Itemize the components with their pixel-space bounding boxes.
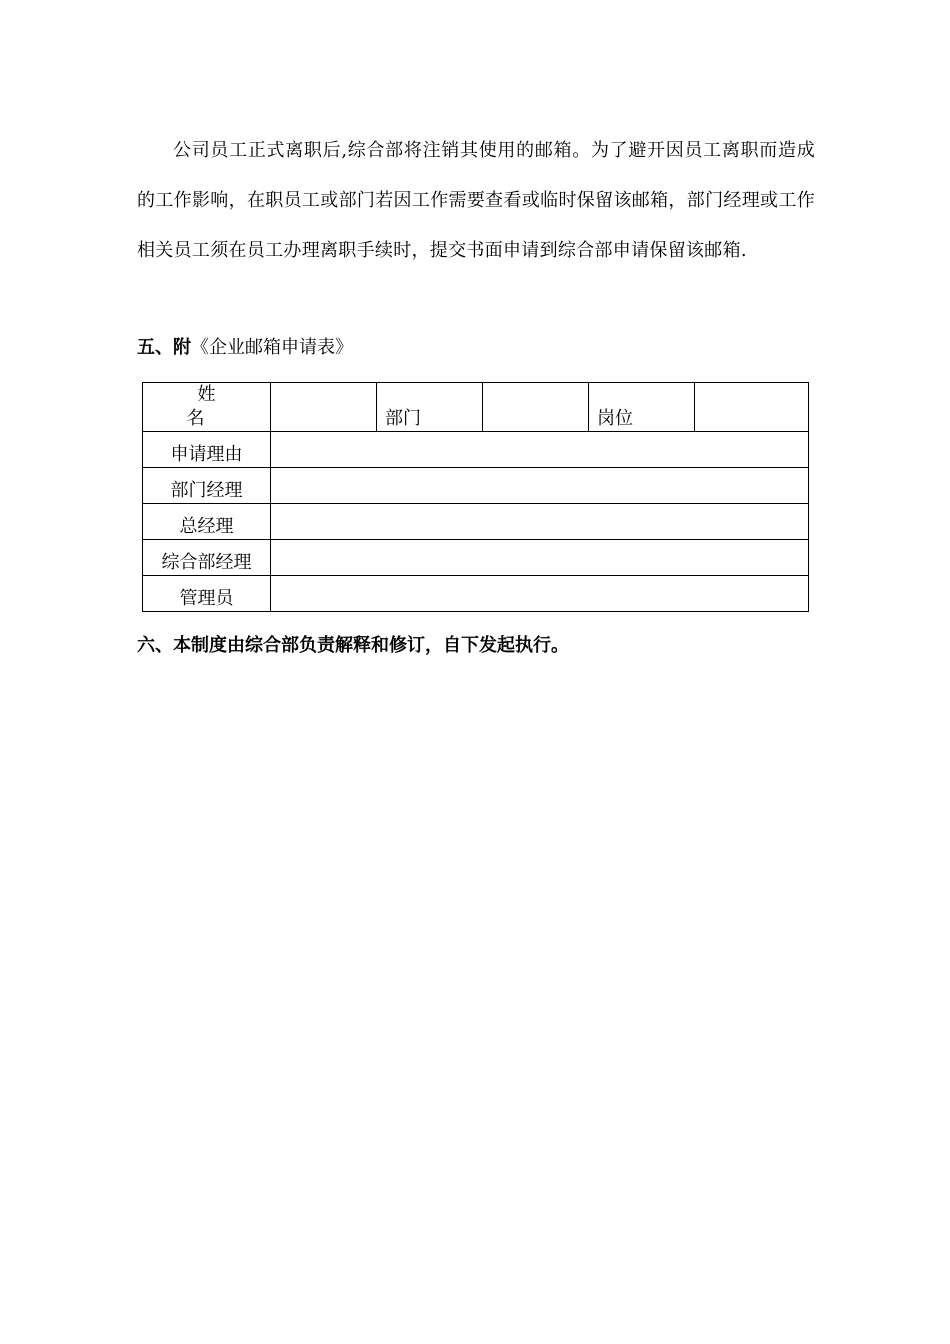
admin-dept-manager-value-cell[interactable] xyxy=(271,540,809,576)
dept-manager-label: 部门经理 xyxy=(143,468,271,504)
form-row-reason xyxy=(143,432,809,468)
section-5-title: 《企业邮箱申请表》 xyxy=(191,337,353,358)
section-5-number: 五、附 xyxy=(137,337,191,358)
department-label: 部门 xyxy=(377,383,483,432)
form-row-general-manager xyxy=(143,504,809,540)
administrator-label: 管理员 xyxy=(143,576,271,612)
form-row-dept-manager xyxy=(143,468,809,504)
administrator-value-cell[interactable] xyxy=(271,576,809,612)
name-label-cell xyxy=(143,383,271,432)
name-value-cell[interactable] xyxy=(271,383,377,432)
form-row-header xyxy=(143,383,809,432)
position-label: 岗位 xyxy=(589,383,695,432)
reason-value-cell[interactable] xyxy=(271,432,809,468)
section-5-heading xyxy=(137,335,353,361)
general-manager-label: 总经理 xyxy=(143,504,271,540)
reason-label: 申请理由 xyxy=(143,432,271,468)
policy-paragraph: 公司员工正式离职后,综合部将注销其使用的邮箱。为了避开因员工离职而造成的工作影响，在职员工或部门若因工作需要查看或临时保留该邮箱，部门经理或工作相关员工须在员工办理离职手续时，提交书面申请到综合部申请保留该邮箱. xyxy=(137,140,815,261)
section-6-heading: 六、本制度由综合部负责解释和修订，自下发起执行。 xyxy=(137,635,569,656)
form-row-admin-dept-manager xyxy=(143,540,809,576)
email-application-form xyxy=(142,382,809,612)
position-value-cell[interactable] xyxy=(695,383,809,432)
form-row-administrator xyxy=(143,576,809,612)
admin-dept-manager-label: 综合部经理 xyxy=(143,540,271,576)
general-manager-value-cell[interactable] xyxy=(271,504,809,540)
dept-manager-value-cell[interactable] xyxy=(271,468,809,504)
name-label: 姓 名 xyxy=(186,384,238,429)
department-value-cell[interactable] xyxy=(483,383,589,432)
